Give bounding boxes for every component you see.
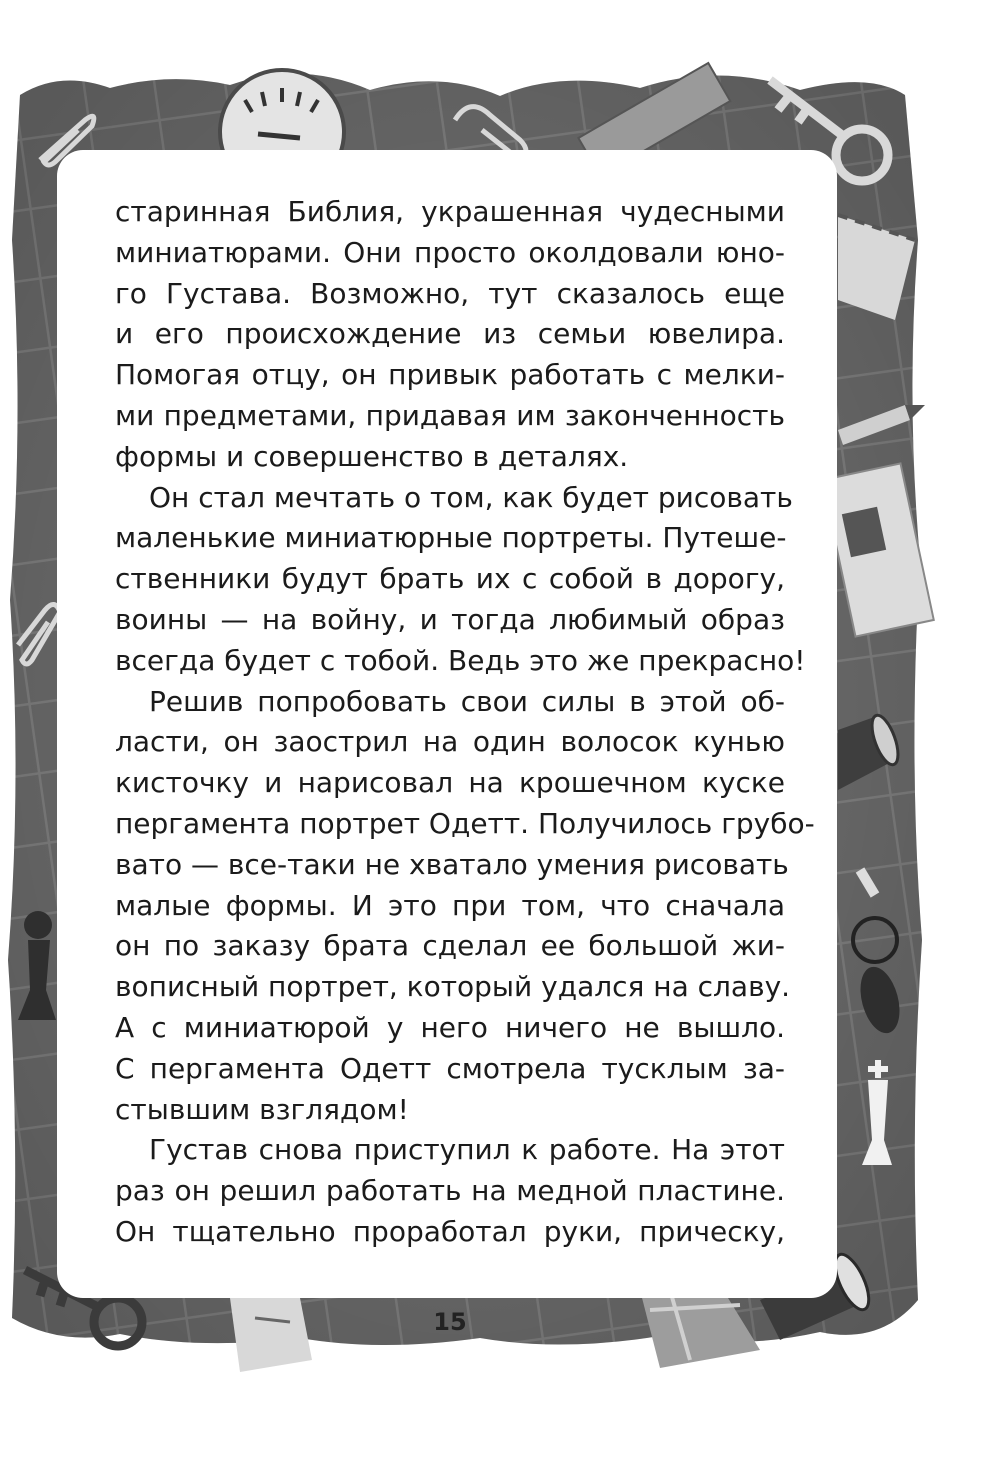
text-line: раз он решил работать на медной пластине. <box>115 1174 785 1208</box>
text-line: Решив попробовать свои силы в этой об- <box>149 684 785 718</box>
envelope-icon <box>230 1298 312 1372</box>
text-line: А с миниатюрой у него ничего не вышло. <box>115 1010 785 1044</box>
text-line: всегда будет с тобой. Ведь это же прекрасно! <box>115 643 806 677</box>
text-line: кисточку и нарисовал на крошечном куске <box>115 766 785 800</box>
text-line: Помогая отцу, он привык работать с мелки- <box>115 358 785 392</box>
text-line: Густав снова приступил к работе. На этот <box>149 1133 785 1167</box>
text-line: старинная Библия, украшенная чудесными <box>115 195 785 228</box>
text-line: С пергамента Одетт смотрела тусклым за- <box>115 1051 785 1085</box>
text-line: ственники будут брать их с собой в дорогу, <box>115 562 785 596</box>
text-line: вописный портрет, который удался на славу. <box>115 970 791 1004</box>
text-line: формы и совершенство в деталях. <box>115 439 629 473</box>
page-number: 15 <box>433 1308 467 1336</box>
text-line: воины — на войну, и тогда любимый образ <box>115 602 785 636</box>
text-line: и его происхождение из семьи ювелира. <box>115 317 785 351</box>
text-line: ми предметами, придавая им законченность <box>115 398 785 432</box>
text-line: Он тщательно проработал руки, прическу, <box>115 1214 785 1248</box>
text-line: вато — все-таки не хватало умения рисовать <box>115 847 789 881</box>
text-line: малые формы. И это при том, что сначала <box>115 888 785 922</box>
text-line: он по заказу брата сделал ее большой жи- <box>115 929 785 963</box>
text-line: Он стал мечтать о том, как будет рисовать <box>149 480 793 514</box>
text-line: миниатюрами. Они просто околдовали юно- <box>115 235 785 269</box>
text-line: ласти, он заострил на один волосок кунью <box>115 725 785 759</box>
text-line: стывшим взглядом! <box>115 1092 409 1126</box>
body-text <box>115 192 815 1253</box>
text-line: го Густава. Возможно, тут сказалось еще <box>115 276 785 310</box>
text-line: маленькие миниатюрные портреты. Путеше- <box>115 521 787 555</box>
text-line: пергамента портрет Одетт. Получилось грубо- <box>115 806 815 840</box>
